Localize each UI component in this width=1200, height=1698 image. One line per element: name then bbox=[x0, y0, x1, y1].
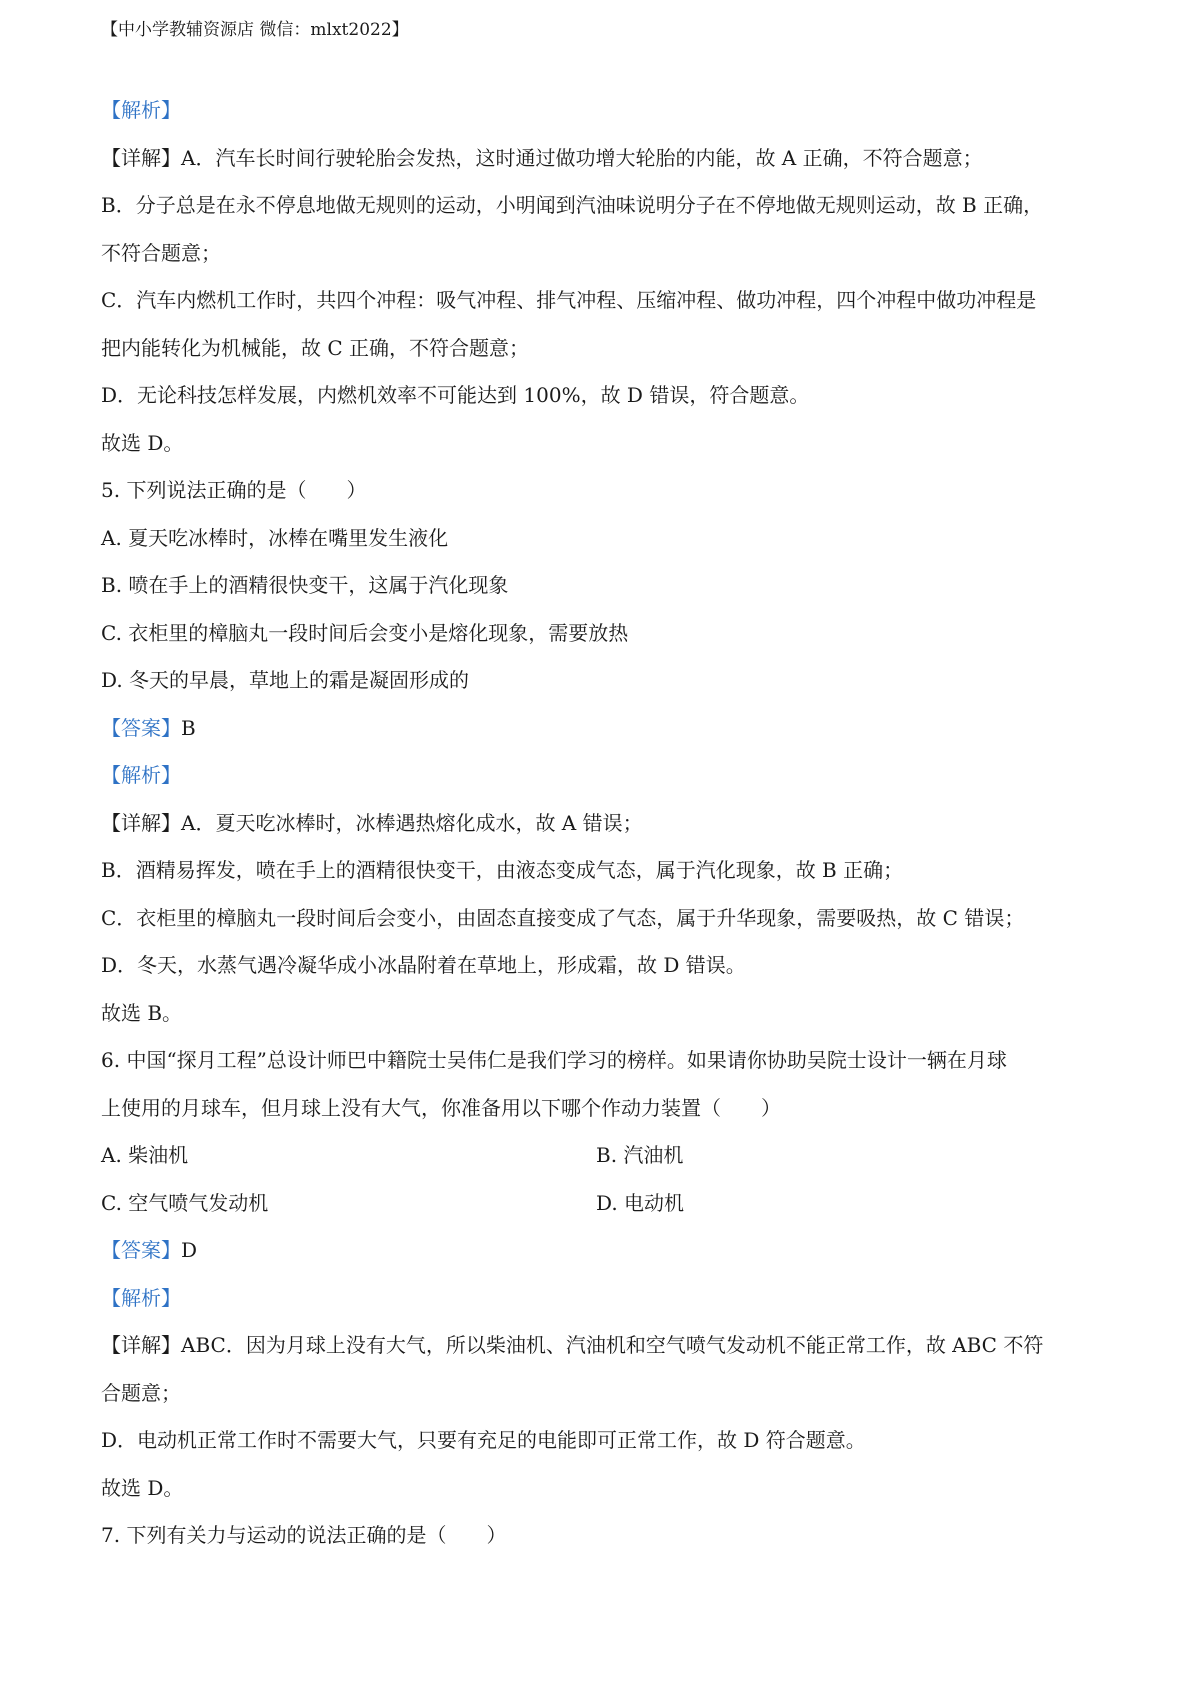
q5-detail-a-text: A．夏天吃冰棒时，冰棒遇热熔化成水，故 A 错误； bbox=[181, 810, 643, 835]
q4-analysis-label: 【解析】 bbox=[101, 98, 181, 122]
q5-answer-value: B bbox=[181, 715, 196, 740]
q4-detail-c-line2: 把内能转化为机械能，故 C 正确，不符合题意； bbox=[101, 335, 530, 360]
q4-detail-c-line1: C．汽车内燃机工作时，共四个冲程：吸气冲程、排气冲程、压缩冲程、做功冲程，四个冲程中做功冲程是 bbox=[101, 288, 1037, 312]
q5-answer bbox=[101, 713, 1111, 761]
q6-option-a: A. 柴油机 bbox=[101, 1143, 189, 1167]
q5-option-b: B. 喷在手上的酒精很快变干，这属于汽化现象 bbox=[101, 573, 509, 597]
q5-option-d: D. 冬天的早晨，草地上的霜是凝固形成的 bbox=[101, 668, 470, 692]
q4-conclusion: 故选 D。 bbox=[101, 430, 184, 455]
q6-option-d: D. 电动机 bbox=[596, 1190, 685, 1215]
q5-analysis-label: 【解析】 bbox=[101, 763, 181, 787]
q4-detail-a bbox=[101, 143, 1111, 191]
q5-conclusion: 故选 B。 bbox=[101, 1000, 183, 1025]
q6-detail-abc-text: ABC．因为月球上没有大气，所以柴油机、汽油机和空气喷气发动机不能正常工作，故 ABC 不符 bbox=[181, 1333, 1044, 1357]
q6-answer-label: 【答案】 bbox=[101, 1238, 181, 1262]
q6-option-b: B. 汽油机 bbox=[596, 1143, 684, 1167]
q7-stem: 7. 下列有关力与运动的说法正确的是（ ） bbox=[101, 1523, 507, 1547]
q5-answer-label: 【答案】 bbox=[101, 715, 181, 740]
watermark-header: 【中小学教辅资源店 微信：mlxt2022】 bbox=[101, 20, 409, 40]
q6-conclusion: 故选 D。 bbox=[101, 1475, 184, 1500]
q5-detail-a bbox=[101, 808, 1111, 856]
q5-option-a: A. 夏天吃冰棒时，冰棒在嘴里发生液化 bbox=[101, 525, 449, 550]
q4-detail-b-line1: B．分子总是在永不停息地做无规则的运动，小明闻到汽油味说明分子在不停地做无规则运动，故 B 正确， bbox=[101, 193, 1044, 217]
q5-detail-d: D．冬天，水蒸气遇冷凝华成小冰晶附着在草地上，形成霜，故 D 错误。 bbox=[101, 953, 746, 977]
q6-options-row2 bbox=[101, 1188, 1111, 1236]
q6-detail-d: D．电动机正常工作时不需要大气，只要有充足的电能即可正常工作，故 D 符合题意。 bbox=[101, 1428, 866, 1452]
q4-detail-b-line2: 不符合题意； bbox=[101, 240, 221, 265]
q6-detail-label: 【详解】 bbox=[101, 1333, 181, 1357]
q5-detail-b: B．酒精易挥发，喷在手上的酒精很快变干，由液态变成气态，属于汽化现象，故 B 正确； bbox=[101, 858, 904, 882]
q6-option-c: C. 空气喷气发动机 bbox=[101, 1190, 269, 1215]
q6-stem-line1: 6. 中国“探月工程”总设计师巴中籍院士吴伟仁是我们学习的榜样。如果请你协助吴院士设计一辆在月球 bbox=[101, 1048, 1007, 1072]
q4-detail-d: D．无论科技怎样发展，内燃机效率不可能达到 100%，故 D 错误，符合题意。 bbox=[101, 383, 810, 407]
q6-answer bbox=[101, 1235, 1111, 1283]
q5-detail-c: C．衣柜里的樟脑丸一段时间后会变小，由固态直接变成了气态，属于升华现象，需要吸热，故 C 错误； bbox=[101, 905, 1025, 930]
q4-detail-a-text: A．汽车长时间行驶轮胎会发热，这时通过做功增大轮胎的内能，故 A 正确，不符合题意； bbox=[181, 145, 983, 170]
q5-detail-label: 【详解】 bbox=[101, 810, 181, 835]
q6-options-row1 bbox=[101, 1140, 1111, 1188]
q5-option-c: C. 衣柜里的樟脑丸一段时间后会变小是熔化现象，需要放热 bbox=[101, 620, 629, 645]
q5-stem: 5. 下列说法正确的是（ ） bbox=[101, 478, 367, 502]
q6-stem-line2: 上使用的月球车，但月球上没有大气，你准备用以下哪个作动力装置（ ） bbox=[101, 1095, 781, 1120]
q6-answer-value: D bbox=[181, 1238, 198, 1262]
q6-analysis-label: 【解析】 bbox=[101, 1285, 181, 1310]
q4-detail-label: 【详解】 bbox=[101, 145, 181, 170]
q6-detail-abc-line1 bbox=[101, 1330, 1111, 1378]
q6-detail-abc-line2: 合题意； bbox=[101, 1380, 181, 1405]
document-body bbox=[101, 95, 1111, 1568]
